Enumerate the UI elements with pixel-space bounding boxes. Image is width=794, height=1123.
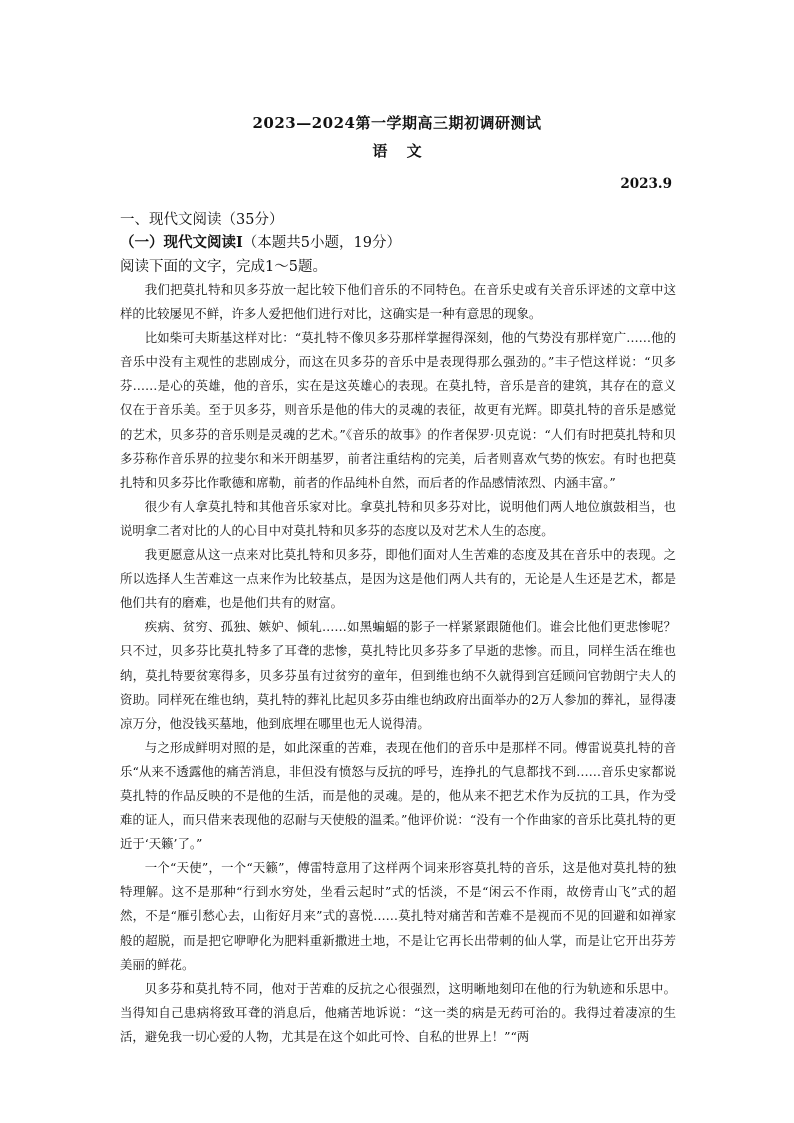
exam-title: 2023—2024第一学期高三期初调研测试: [252, 114, 542, 132]
passage-paragraph-1: 我们把莫扎特和贝多芬放一起比较下他们音乐的不同特色。在音乐史或有关音乐评述的文章中这样的比较屡见不鲜，许多人爱把他们进行对比，这确实是一种有意思的现象。: [120, 282, 676, 322]
passage-paragraph-2: 比如柴可夫斯基这样对比：“莫扎特不像贝多芬那样掌握得深刻，他的气势没有那样宽广……他的音乐中没有主观性的悲剧成分，而这在贝多芬的音乐中是表现得那么强劲的。”丰子恺这样说：“贝多芬……是心的英雄，他的音乐，实在是这英雄心的表现。在莫扎特，音乐是音的建筑，其存在的意义仅在于音乐美。至于贝多芬，则音乐是他的伟大的灵魂的表征，故更有光辉。即莫扎特的音乐是感觉的艺术，贝多芬的音乐则是灵魂的艺术。”《音乐的故事》的作者保罗·贝克说：“人们有时把莫扎特和贝多芬称作音乐界的拉斐尔和米开朗基罗，前者注重结构的完美，后者则喜欢气势的恢宏。有时也把莫扎特和贝多芬比作歌德和席勒，前者的作品纯朴自然，而后者的作品感情浓烈、内涵丰富。”: [120, 330, 676, 490]
subsection-title: （一）现代文阅读Ⅰ: [120, 234, 243, 251]
passage-paragraph-4: 我更愿意从这一点来对比莫扎特和贝多芬，即他们面对人生苦难的态度及其在音乐中的表现。之所以选择人生苦难这一点来作为比较基点，是因为这是他们两人共有的，无论是人生还是艺术，都是他们共有的磨难，也是他们共有的财富。: [120, 547, 676, 611]
passage-paragraph-6: 与之形成鲜明对照的是，如此深重的苦难，表现在他们的音乐中是那样不同。傅雷说莫扎特的音乐“从来不透露他的痛苦消息，非但没有愤怒与反抗的呼号，连挣扎的气息都找不到……音乐史家都说莫扎特的作品反映的不是他的生活，而是他的灵魂。是的，他从来不把艺术作为反抗的工具，作为受难的证人，而只借来表现他的忍耐与天使般的温柔。”他评价说：“没有一个作曲家的音乐比莫扎特的更近于‘天籁’了。”: [120, 739, 676, 852]
passage-paragraph-5: 疾病、贫穷、孤独、嫉妒、倾轧……如黑蝙蝠的影子一样紧紧跟随他们。谁会比他们更悲惨呢？只不过，贝多芬比莫扎特多了耳聋的悲惨，莫扎特比贝多芬多了早逝的悲惨。而且，同样生活在维也纳，莫扎特要贫寒得多，贝多芬虽有过贫穷的童年，但到维也纳不久就得到宫廷顾问官勃朗宁夫人的资助。同样死在维也纳，莫扎特的葬礼比起贝多芬由维也纳政府出面举办的2万人参加的葬礼，显得凄凉万分，他没钱买墓地，他到底埋在哪里也无人说得清。: [120, 619, 676, 731]
section-heading: 一、现代文阅读（35分）: [120, 212, 284, 228]
exam-date: 2023.9: [620, 176, 672, 192]
passage-paragraph-8: 贝多芬和莫扎特不同，他对于苦难的反抗之心很强烈，这明晰地刻印在他的行为轨迹和乐思中。当得知自己患病将致耳聋的消息后，他痛苦地诉说：“这一类的病是无药可治的。我得过着凄凉的生活，避免我一切心爱的人物，尤其是在这个如此可怜、自私的世界上！”“两: [120, 980, 676, 1044]
subsection-heading: [120, 231, 401, 252]
subsection-note: （本题共5小题，19分）: [242, 235, 401, 251]
reading-instruction: 阅读下面的文字，完成1～5题。: [120, 259, 327, 275]
reading-passage: [120, 278, 676, 1049]
passage-paragraph-7: 一个“天使”，一个“天籁”，傅雷特意用了这样两个词来形容莫扎特的音乐，这是他对莫扎特的独特理解。这不是那种“行到水穷处，坐看云起时”式的恬淡，不是“闲云不作雨，故傍青山飞”式的超然，不是“雁引愁心去，山衔好月来”式的喜悦……莫扎特对痛苦和苦难不是视而不见的回避和如禅家般的超脱，而是把它咿咿化为肥料重新撒进土地，不是让它再长出带刺的仙人掌，而是让它开出芬芳美丽的鲜花。: [120, 860, 676, 972]
subject-title: 语 文: [372, 142, 422, 160]
passage-paragraph-3: 很少有人拿莫扎特和其他音乐家对比。拿莫扎特和贝多芬对比，说明他们两人地位旗鼓相当，也说明拿二者对比的人的心目中对莫扎特和贝多芬的态度以及对艺术人生的态度。: [120, 498, 676, 538]
